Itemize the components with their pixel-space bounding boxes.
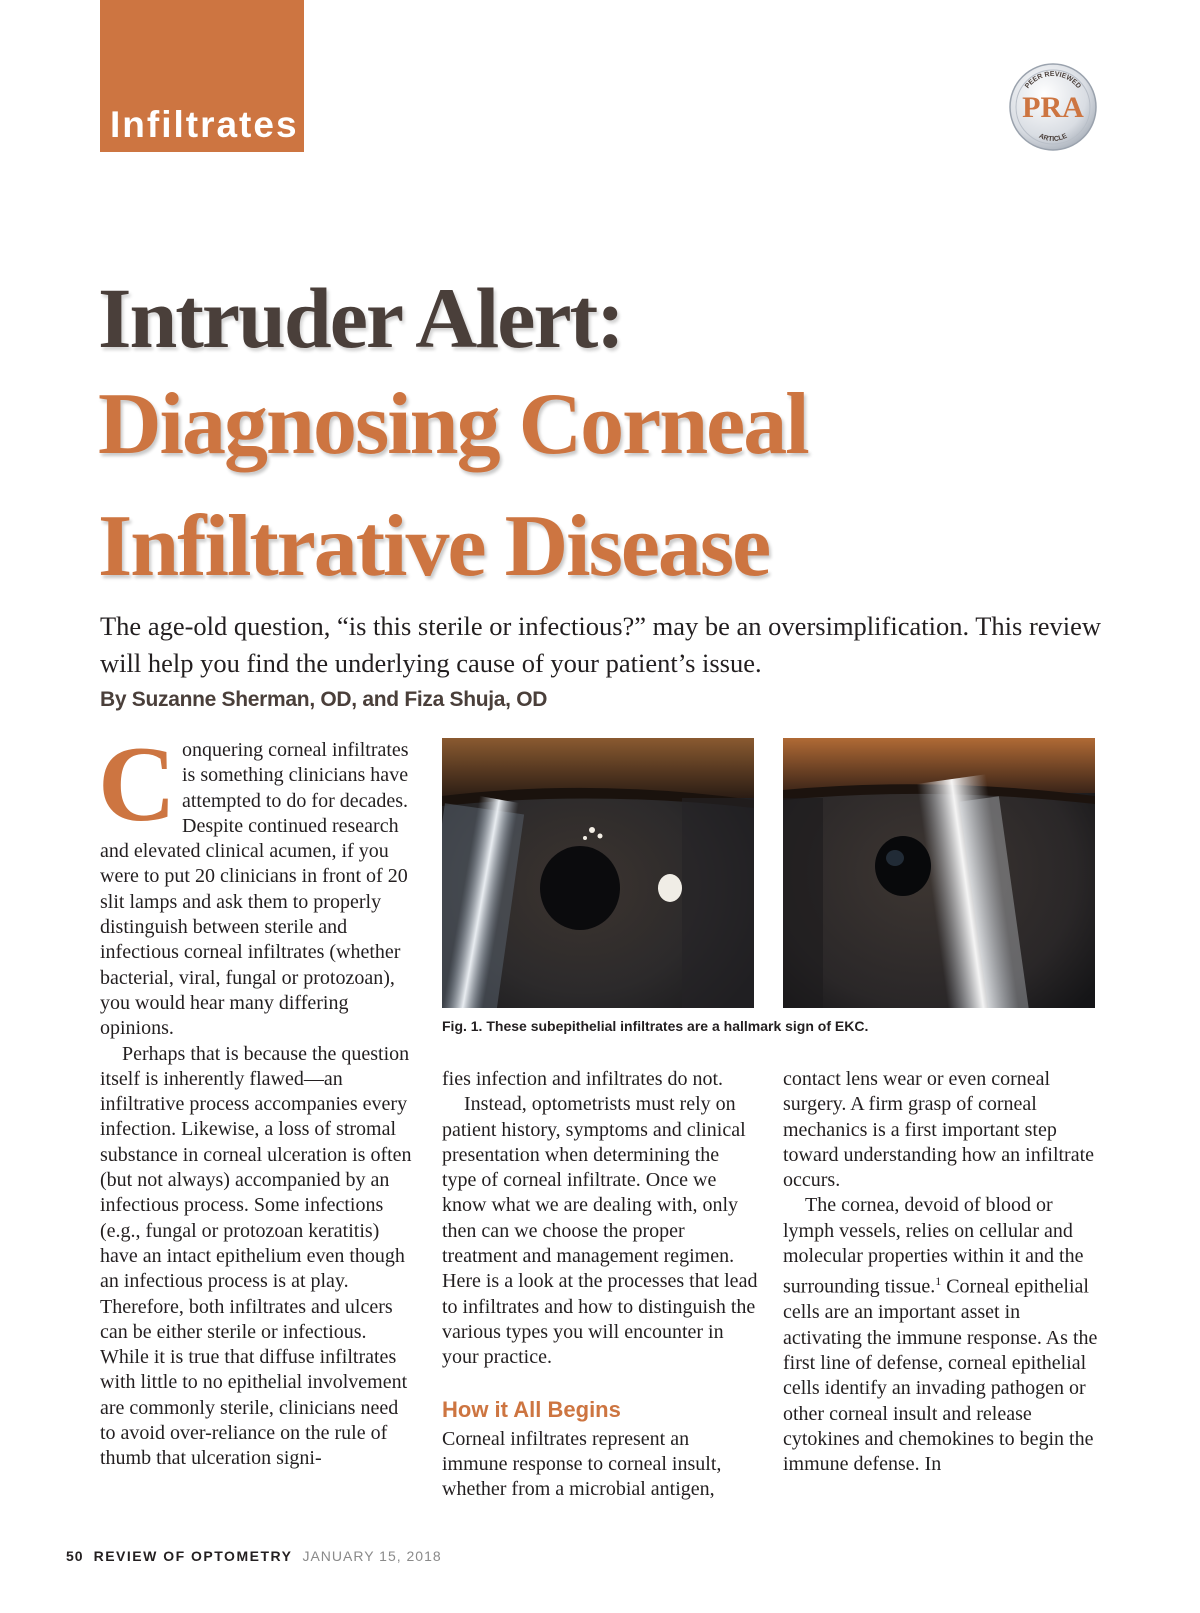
seal-bottom-text: ARTICLE	[1037, 132, 1069, 144]
paragraph-5b: Corneal epithelial cells are an important asset in activating the immune response. As the first line of defense, corneal epithelial cells identify an invading pathogen or other corneal insult and release cytokines and chemokines to begin the immune defense. In	[783, 1276, 1098, 1476]
article-title-line2: Diagnosing Corneal	[98, 376, 808, 473]
issue-date: JANUARY 15, 2018	[302, 1548, 442, 1564]
seal-top-text: PEER REVIEWED	[1024, 70, 1082, 91]
article-column-1	[98, 725, 414, 1472]
paragraph-4-continued: contact lens wear or even corneal surgery. A firm grasp of corneal mechanics is a first important step toward understanding how an infiltrate occurs.	[783, 1068, 1095, 1192]
eye-photo-left	[442, 738, 754, 1008]
paragraph-1: onquering corneal infiltrates is something clinicians have attempted to do for decades. Despite continued research and elevated clinical acumen, if you were to put 20 clinicians in front of 20 slit lamps and ask them to properly distinguish between sterile and infectious corneal infiltrates (whether bacterial, viral, fungal or protozoan), you would hear many differing opinions.	[100, 739, 409, 1040]
page-number: 50	[66, 1548, 84, 1564]
article-deck: The age-old question, “is this sterile or infectious?” may be an oversimplification. This review will help you find the underlying cause of your patient’s issue.	[100, 611, 1102, 678]
paragraph-5	[783, 1193, 1099, 1477]
paragraph-4: Corneal infiltrates represent an immune response to corneal insult, whether from a microbial antigen,	[442, 1427, 722, 1501]
paragraph-2-continued: fies infection and infiltrates do not.	[442, 1068, 724, 1090]
drop-cap: C	[98, 725, 176, 844]
subhead: How it All Begins	[442, 1396, 621, 1422]
byline: By Suzanne Sherman, OD, and Fiza Shuja, OD	[100, 688, 548, 711]
paragraph-2: Perhaps that is because the question itself is inherently flawed—an infiltrative process accompanies every infection. Likewise, a loss of stromal substance in corneal ulceration is often (but not always) accompanied by an infectious process. Some infections (e.g., fungal or protozoan keratitis) have an intact epithelium even though an infectious process is at play. Therefore, both infiltrates and ulcers can be either sterile or infectious. While it is true that diffuse infiltrates with little to no epithelial involvement are commonly sterile, clinicians need to avoid over-reliance on the rule of thumb that ulceration signi-	[100, 1042, 412, 1470]
page-footer	[66, 1548, 442, 1564]
paragraph-5a: The cornea, devoid of blood or lymph vessels, relies on cellular and molecular properties within it and the surrounding tissue.	[783, 1194, 1084, 1299]
article-title-line3: Infiltrative Disease	[98, 498, 770, 595]
section-label: Infiltrates	[110, 104, 299, 145]
section-tab	[100, 0, 304, 152]
article-column-3	[783, 1067, 1099, 1477]
article-column-2	[442, 1067, 758, 1502]
publication-name: REVIEW OF OPTOMETRY	[93, 1548, 293, 1564]
figure-caption: Fig. 1. These subepithelial infiltrates are a hallmark sign of EKC.	[442, 1018, 869, 1034]
eye-photo-right	[783, 738, 1095, 1008]
article-title: Intruder Alert:	[98, 270, 623, 366]
peer-reviewed-seal-icon	[1008, 62, 1098, 152]
seal-initials: PRA	[1022, 91, 1084, 124]
reference-marker: 1	[935, 1274, 942, 1289]
paragraph-3: Instead, optometrists must rely on patient history, symptoms and clinical presentation when determining the type of corneal infiltrate. Once we know what we are dealing with, only then can we choose the proper treatment and management regimen. Here is a look at the processes that lead to infiltrates and how to distinguish the various types you will encounter in your practice.	[442, 1093, 758, 1369]
